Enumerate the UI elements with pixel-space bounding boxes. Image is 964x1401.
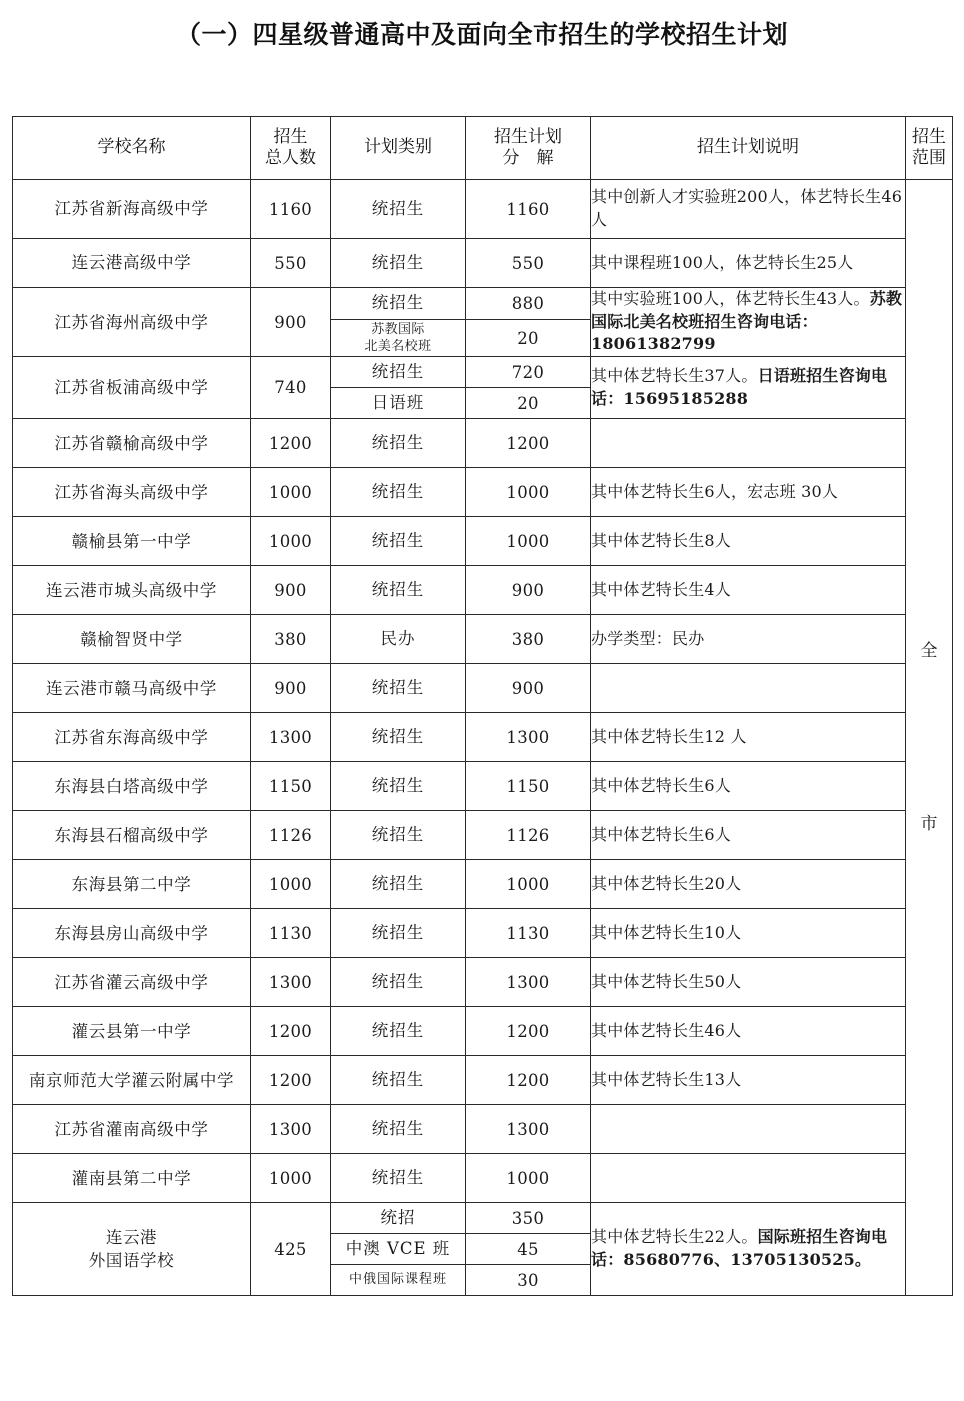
cell-plan-description (591, 517, 906, 566)
description-plain: 其中体艺特长生22人。 (591, 1227, 758, 1247)
cell-plan-category (331, 319, 466, 356)
table-body (13, 180, 953, 1296)
header-plan-description: 招生计划说明 (591, 117, 906, 180)
cell-total-enrollment: 1300 (251, 1105, 331, 1154)
description-plain: 办学类型：民办 (591, 628, 705, 648)
description-plain: 其中体艺特长生4人 (591, 579, 731, 599)
cell-plan-category: 统招 (331, 1203, 466, 1234)
table-header (13, 117, 953, 180)
cell-plan-split: 30 (466, 1265, 591, 1296)
cell-plan-split: 1000 (466, 1154, 591, 1203)
cell-plan-split: 1300 (466, 713, 591, 762)
description-plain: 其中体艺特长生6人 (591, 824, 731, 844)
cell-plan-split: 1130 (466, 909, 591, 958)
table-row (13, 180, 953, 239)
table-row (13, 615, 953, 664)
cell-plan-split: 1000 (466, 468, 591, 517)
cell-plan-category: 统招生 (331, 1105, 466, 1154)
table-row (13, 713, 953, 762)
cell-plan-category: 统招生 (331, 180, 466, 239)
cell-school-name (13, 1203, 251, 1296)
scope-vertical-text (906, 565, 952, 911)
description-plain: 其中体艺特长生46人 (591, 1020, 742, 1040)
cell-plan-description (591, 958, 906, 1007)
cell-total-enrollment: 1000 (251, 1154, 331, 1203)
cell-total-enrollment: 900 (251, 566, 331, 615)
table-row (13, 1007, 953, 1056)
cell-total-enrollment: 380 (251, 615, 331, 664)
cell-total-enrollment: 1200 (251, 1007, 331, 1056)
header-split-line2: 分 解 (502, 148, 554, 168)
plan-category-line2: 北美名校班 (364, 339, 432, 355)
cell-plan-category: 统招生 (331, 517, 466, 566)
cell-plan-description (591, 288, 906, 357)
cell-total-enrollment: 1126 (251, 811, 331, 860)
cell-plan-description (591, 566, 906, 615)
cell-plan-split: 1200 (466, 1007, 591, 1056)
cell-plan-category: 统招生 (331, 909, 466, 958)
cell-school-name: 江苏省东海高级中学 (13, 713, 251, 762)
table-row (13, 357, 953, 388)
header-plan-split (466, 117, 591, 180)
header-scope-line1: 招生 (912, 126, 946, 147)
cell-plan-split: 1200 (466, 419, 591, 468)
cell-total-enrollment: 425 (251, 1203, 331, 1296)
scope-char-2: 市 (920, 813, 938, 834)
cell-plan-description (591, 909, 906, 958)
description-bold: 日语班招生咨询电话：15695185288 (591, 365, 888, 408)
scope-char-1: 全 (920, 640, 938, 661)
cell-school-name: 东海县石榴高级中学 (13, 811, 251, 860)
school-name-line1: 连云港 (105, 1228, 158, 1248)
cell-school-name: 江苏省赣榆高级中学 (13, 419, 251, 468)
header-total-enrollment (251, 117, 331, 180)
cell-plan-category: 统招生 (331, 419, 466, 468)
description-plain: 其中课程班100人，体艺特长生25人 (591, 252, 854, 272)
table-row (13, 1154, 953, 1203)
cell-school-name: 江苏省板浦高级中学 (13, 357, 251, 419)
cell-total-enrollment: 1000 (251, 517, 331, 566)
cell-plan-split: 1300 (466, 1105, 591, 1154)
cell-plan-category: 统招生 (331, 811, 466, 860)
cell-plan-description (591, 1105, 906, 1154)
cell-plan-category: 统招生 (331, 288, 466, 320)
table-row (13, 811, 953, 860)
table-header-row (13, 117, 953, 180)
cell-plan-category: 统招生 (331, 239, 466, 288)
cell-plan-split: 1126 (466, 811, 591, 860)
description-bold: 苏教国际北美名校班招生咨询电话：18061382799 (591, 289, 903, 354)
cell-plan-split: 1160 (466, 180, 591, 239)
cell-plan-split: 20 (466, 388, 591, 419)
cell-plan-split: 1150 (466, 762, 591, 811)
cell-total-enrollment: 1130 (251, 909, 331, 958)
cell-plan-description (591, 419, 906, 468)
cell-plan-description (591, 1154, 906, 1203)
cell-school-name: 赣榆智贤中学 (13, 615, 251, 664)
cell-plan-category: 统招生 (331, 713, 466, 762)
cell-school-name: 赣榆县第一中学 (13, 517, 251, 566)
header-total-line2: 总人数 (265, 148, 316, 168)
table-row (13, 239, 953, 288)
cell-total-enrollment: 900 (251, 664, 331, 713)
description-plain: 其中体艺特长生6人 (591, 775, 731, 795)
cell-plan-category: 统招生 (331, 762, 466, 811)
description-plain: 其中体艺特长生6人，宏志班 30人 (591, 481, 839, 501)
cell-school-name: 灌南县第二中学 (13, 1154, 251, 1203)
cell-plan-description (591, 239, 906, 288)
cell-enrollment-scope (906, 180, 953, 1296)
school-name-line2: 外国语学校 (88, 1251, 175, 1271)
cell-plan-category: 统招生 (331, 1056, 466, 1105)
header-total-line1: 招生 (273, 126, 308, 147)
cell-plan-split: 720 (466, 357, 591, 388)
cell-plan-description (591, 468, 906, 517)
cell-plan-category: 日语班 (331, 388, 466, 419)
cell-plan-split: 20 (466, 319, 591, 356)
cell-plan-split: 380 (466, 615, 591, 664)
cell-school-name: 东海县白塔高级中学 (13, 762, 251, 811)
cell-plan-description (591, 180, 906, 239)
description-bold: 国际班招生咨询电话：85680776、13705130525。 (591, 1227, 888, 1270)
header-split-line1: 招生计划 (494, 126, 562, 147)
table-row (13, 958, 953, 1007)
table-row (13, 517, 953, 566)
cell-plan-split: 1300 (466, 958, 591, 1007)
cell-plan-category: 统招生 (331, 566, 466, 615)
cell-total-enrollment: 1000 (251, 860, 331, 909)
cell-school-name: 连云港市赣马高级中学 (13, 664, 251, 713)
header-school-name: 学校名称 (13, 117, 251, 180)
cell-plan-category: 统招生 (331, 357, 466, 388)
table-row (13, 419, 953, 468)
cell-total-enrollment: 1160 (251, 180, 331, 239)
description-plain: 其中体艺特长生10人 (591, 922, 742, 942)
table-row (13, 566, 953, 615)
cell-total-enrollment: 1300 (251, 713, 331, 762)
cell-school-name: 连云港高级中学 (13, 239, 251, 288)
cell-plan-description (591, 713, 906, 762)
cell-plan-description (591, 664, 906, 713)
cell-plan-category: 统招生 (331, 958, 466, 1007)
cell-total-enrollment: 740 (251, 357, 331, 419)
cell-plan-split: 900 (466, 664, 591, 713)
cell-school-name: 江苏省灌南高级中学 (13, 1105, 251, 1154)
cell-plan-split: 1000 (466, 860, 591, 909)
cell-plan-split: 550 (466, 239, 591, 288)
table-row (13, 468, 953, 517)
cell-plan-split: 350 (466, 1203, 591, 1234)
plan-category-line1: 苏教国际 (371, 321, 425, 337)
cell-plan-split: 900 (466, 566, 591, 615)
cell-school-name: 江苏省新海高级中学 (13, 180, 251, 239)
cell-total-enrollment: 1150 (251, 762, 331, 811)
cell-plan-category: 统招生 (331, 664, 466, 713)
table-row (13, 1105, 953, 1154)
table-row (13, 1056, 953, 1105)
cell-plan-category: 中俄国际课程班 (331, 1265, 466, 1296)
header-enrollment-scope (906, 117, 953, 180)
cell-plan-split: 1000 (466, 517, 591, 566)
table-row (13, 762, 953, 811)
description-plain: 其中体艺特长生20人 (591, 873, 742, 893)
description-plain: 其中体艺特长生13人 (591, 1069, 742, 1089)
page-title: （一）四星级普通高中及面向全市招生的学校招生计划 (175, 20, 788, 49)
cell-school-name: 江苏省海头高级中学 (13, 468, 251, 517)
table-row (13, 664, 953, 713)
cell-school-name: 江苏省灌云高级中学 (13, 958, 251, 1007)
description-plain: 其中体艺特长生12 人 (591, 726, 747, 746)
cell-plan-description (591, 860, 906, 909)
cell-plan-split: 880 (466, 288, 591, 320)
cell-school-name: 连云港市城头高级中学 (13, 566, 251, 615)
cell-plan-description (591, 811, 906, 860)
header-plan-category: 计划类别 (331, 117, 466, 180)
cell-total-enrollment: 1300 (251, 958, 331, 1007)
cell-total-enrollment: 900 (251, 288, 331, 357)
enrollment-plan-table-container (12, 116, 952, 1296)
cell-plan-description (591, 615, 906, 664)
table-row (13, 860, 953, 909)
description-plain: 其中创新人才实验班200人，体艺特长生46人 (591, 187, 903, 229)
cell-school-name: 江苏省海州高级中学 (13, 288, 251, 357)
cell-plan-description (591, 357, 906, 419)
cell-plan-category: 统招生 (331, 1154, 466, 1203)
cell-plan-description (591, 762, 906, 811)
cell-plan-description (591, 1203, 906, 1296)
table-row (13, 909, 953, 958)
description-plain: 其中体艺特长生50人 (591, 971, 742, 991)
cell-total-enrollment: 1000 (251, 468, 331, 517)
cell-plan-description (591, 1007, 906, 1056)
enrollment-plan-table (12, 116, 953, 1296)
table-row (13, 1203, 953, 1234)
cell-total-enrollment: 550 (251, 239, 331, 288)
cell-plan-split: 1200 (466, 1056, 591, 1105)
cell-plan-category: 统招生 (331, 468, 466, 517)
cell-plan-category: 中澳 VCE 班 (331, 1234, 466, 1265)
cell-school-name: 灌云县第一中学 (13, 1007, 251, 1056)
cell-school-name: 南京师范大学灌云附属中学 (13, 1056, 251, 1105)
cell-plan-category: 民办 (331, 615, 466, 664)
header-scope-line2: 范围 (912, 148, 946, 168)
cell-total-enrollment: 1200 (251, 419, 331, 468)
cell-school-name: 东海县第二中学 (13, 860, 251, 909)
description-plain: 其中体艺特长生37人。 (591, 365, 758, 385)
description-plain: 其中体艺特长生8人 (591, 530, 731, 550)
cell-plan-category: 统招生 (331, 1007, 466, 1056)
cell-plan-description (591, 1056, 906, 1105)
description-plain: 其中实验班100人，体艺特长生43人。 (591, 289, 870, 308)
cell-school-name: 东海县房山高级中学 (13, 909, 251, 958)
cell-plan-category: 统招生 (331, 860, 466, 909)
cell-total-enrollment: 1200 (251, 1056, 331, 1105)
cell-plan-split: 45 (466, 1234, 591, 1265)
table-row (13, 288, 953, 320)
